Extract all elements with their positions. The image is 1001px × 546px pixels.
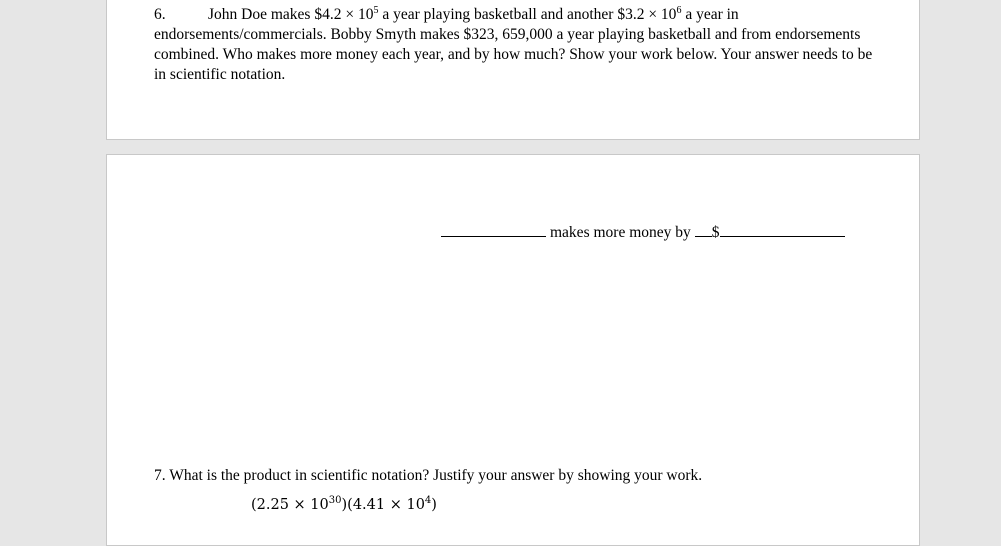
document-page-2 [106,154,920,546]
document-page-1 [106,0,920,140]
currency-symbol: $ [711,224,720,241]
name-blank[interactable] [441,221,546,237]
expression-part-3: ) [431,497,437,513]
dash-blank [695,221,712,237]
amount-blank[interactable] [720,221,845,237]
question-6-text-3: a year in endorsements/commercials. Bobby Smyth makes $323, 659,000 a year playing basketball and from endorsements combined. Who makes more money each year, and by how much? Show your work below. Your answer needs to be in scientific notation. [154,6,873,83]
expression-exponent-1: 30 [328,495,342,506]
question-7-expression [251,495,437,515]
question-6-text-1: John Doe makes $4.2 × 10 [208,6,374,23]
question-6-exponent-1: 5 [373,5,379,16]
expression-part-1: (2.25 × 10 [251,497,329,513]
question-6-exponent-2: 6 [676,5,682,16]
expression-exponent-2: 4 [424,495,432,506]
question-6 [154,5,884,85]
answer-line-text: makes more money by [550,224,691,241]
question-6-number: 6. [154,6,166,23]
answer-line [441,221,845,243]
question-6-text-2: a year playing basketball and another $3.2 × 10 [378,6,677,23]
expression-part-2: )(4.41 × 10 [341,497,425,513]
question-7: 7. What is the product in scientific notation? Justify your answer by showing your work. [154,467,703,484]
